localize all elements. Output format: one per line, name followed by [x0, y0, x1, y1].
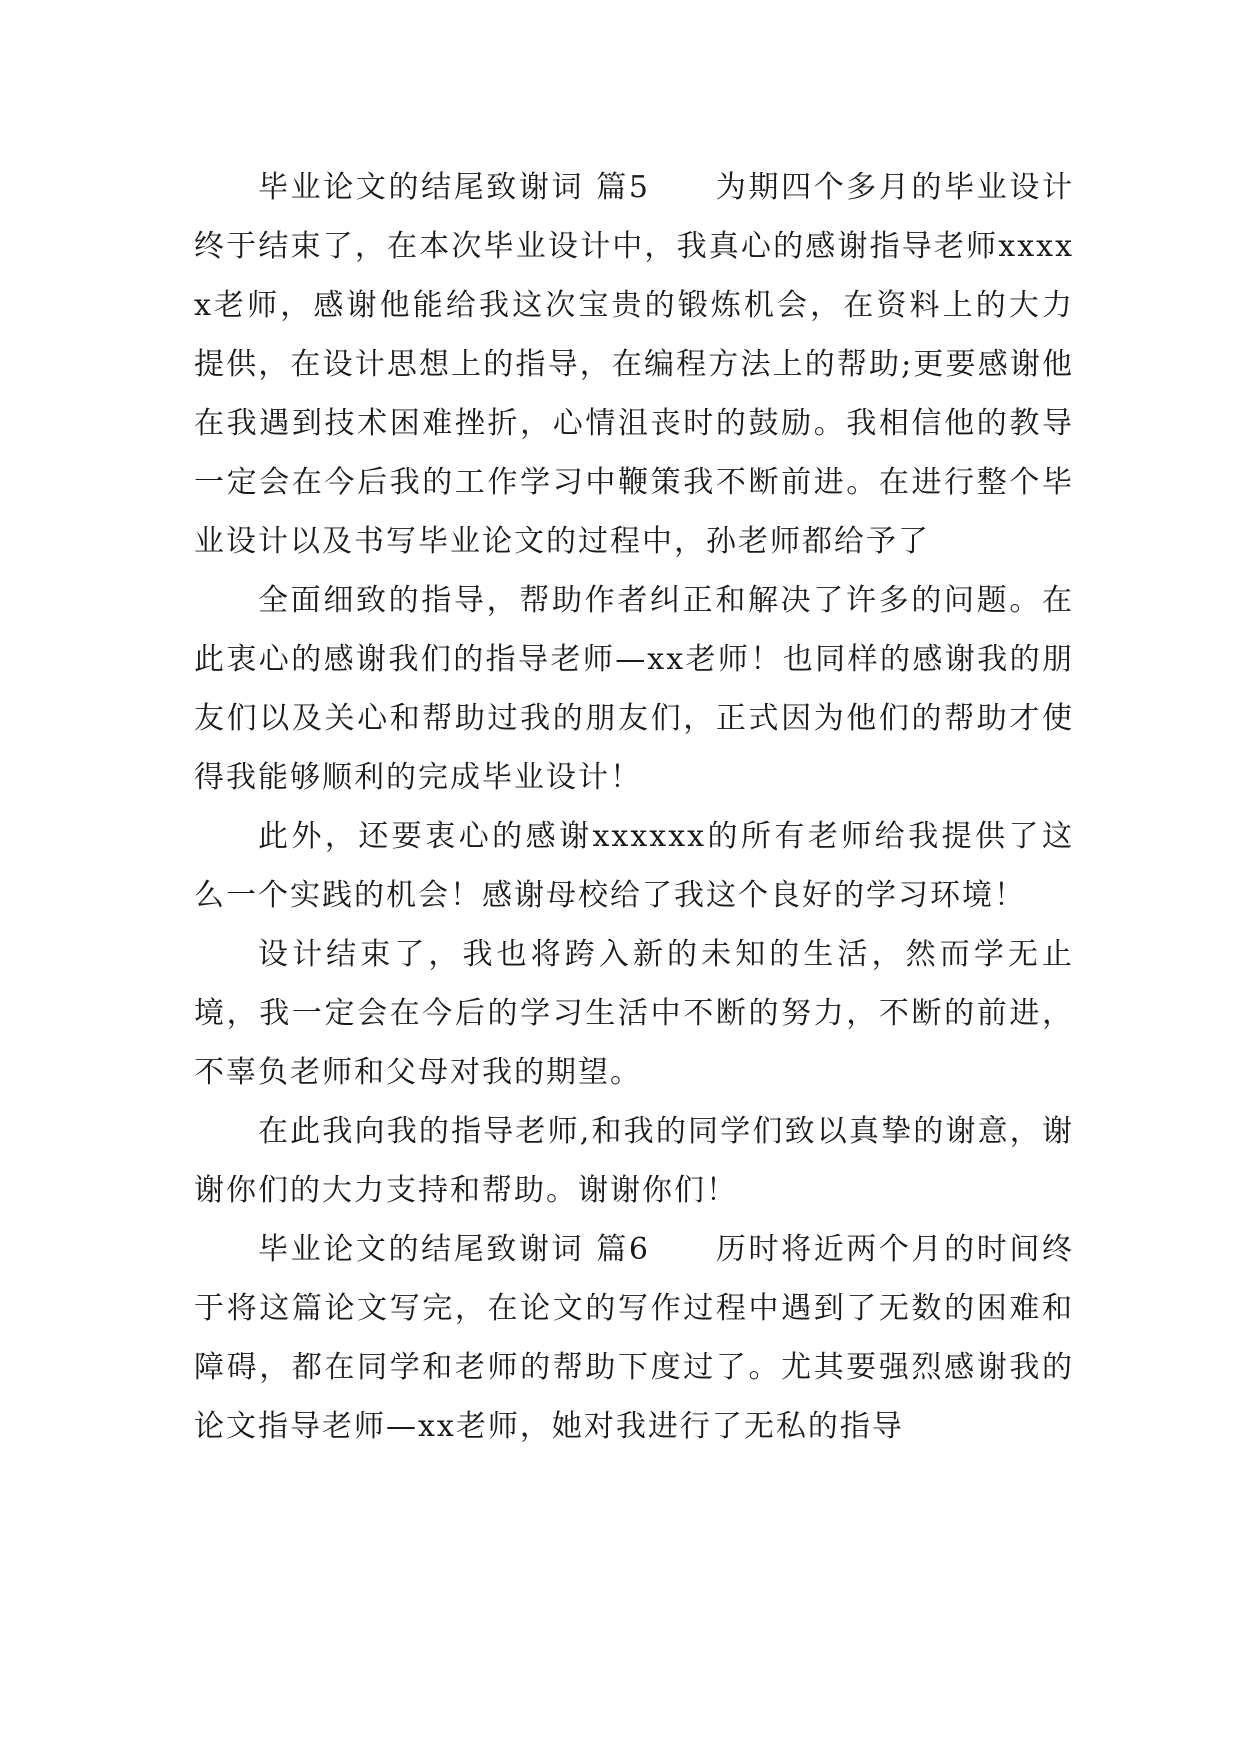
document-body: [194, 158, 1074, 1456]
paragraph-4: 设计结束了，我也将跨入新的未知的生活，然而学无止境，我一定会在今后的学习生活中不断的努力，不断的前进，不辜负老师和父母对我的期望。: [194, 937, 1074, 1090]
paragraph-6: 毕业论文的结尾致谢词 篇6 历时将近两个月的时间终于将这篇论文写完，在论文的写作过程中遇到了无数的困难和障碍，都在同学和老师的帮助下度过了。尤其要强烈感谢我的论文指导老师—xx老师，她对我进行了无私的指导: [194, 1232, 1074, 1444]
paragraph-5: 在此我向我的指导老师,和我的同学们致以真挚的谢意，谢谢你们的大力支持和帮助。谢谢你们！: [194, 1114, 1074, 1208]
paragraph-1: 毕业论文的结尾致谢词 篇5 为期四个多月的毕业设计终于结束了，在本次毕业设计中，我真心的感谢指导老师xxxxx老师，感谢他能给我这次宝贵的锻炼机会，在资料上的大力提供，在设计思想上的指导，在编程方法上的帮助;更要感谢他在我遇到技术困难挫折，心情沮丧时的鼓励。我相信他的教导一定会在今后我的工作学习中鞭策我不断前进。在进行整个毕业设计以及书写毕业论文的过程中，孙老师都给予了: [194, 170, 1074, 559]
paragraph-3: 此外，还要衷心的感谢xxxxxx的所有老师给我提供了这么一个实践的机会！感谢母校给了我这个良好的学习环境！: [194, 819, 1074, 913]
paragraph-2: 全面细致的指导，帮助作者纠正和解决了许多的问题。在此衷心的感谢我们的指导老师—xx老师！也同样的感谢我的朋友们以及关心和帮助过我的朋友们，正式因为他们的帮助才使得我能够顺利的完成毕业设计！: [194, 583, 1074, 795]
